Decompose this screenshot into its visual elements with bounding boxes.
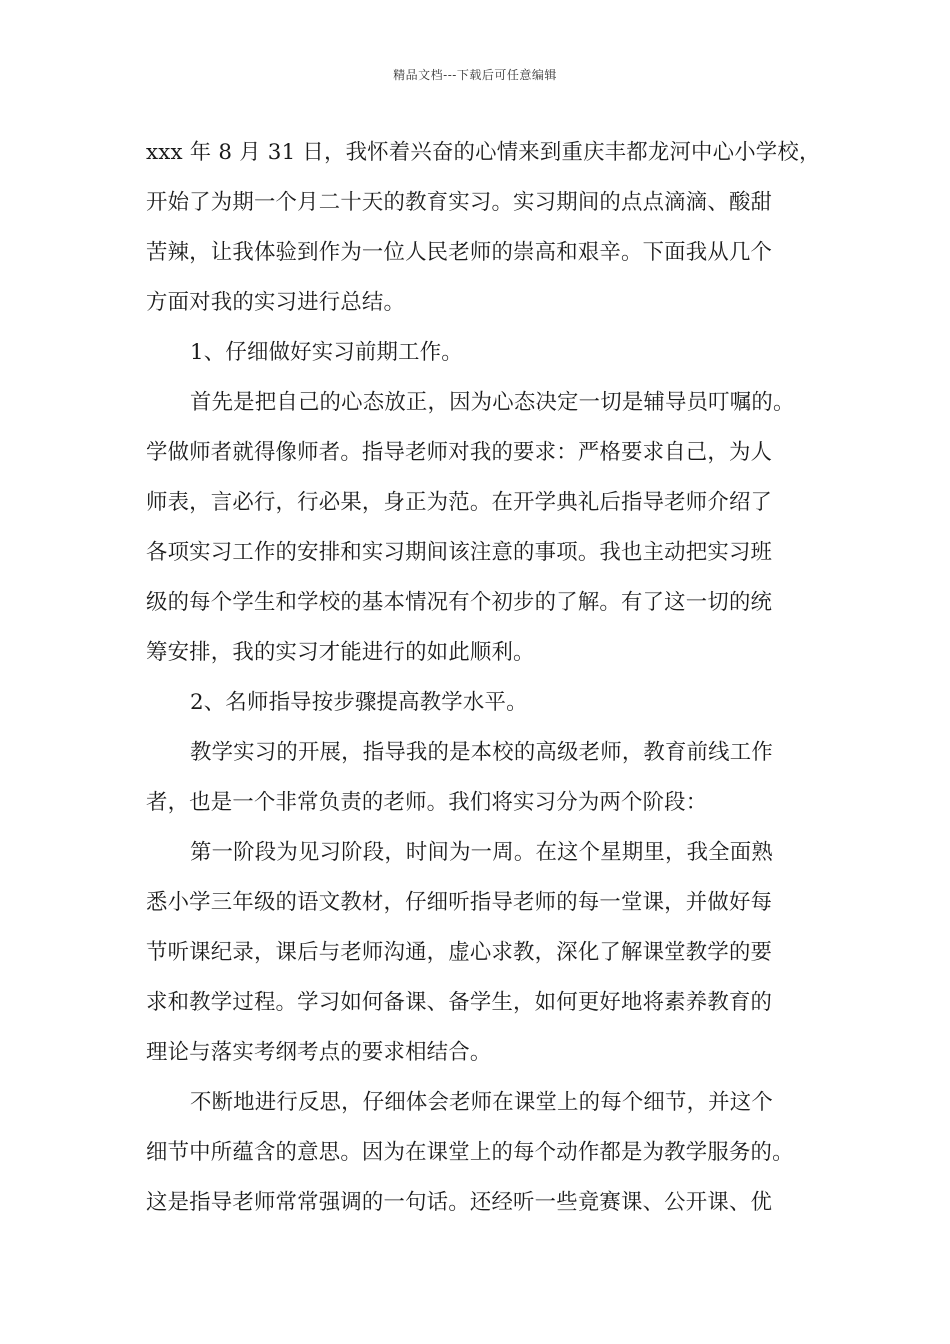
page-header: 精品文档---下载后可任意编辑 (393, 68, 557, 82)
text-line: 这是指导老师常常强调的一句话。还经听一些竟赛课、公开课、优 (146, 1190, 773, 1215)
text-line: 1、仔细做好实习前期工作。 (190, 340, 463, 365)
text-line: 不断地进行反思，仔细体会老师在课堂上的每个细节，并这个 (190, 1090, 773, 1115)
text-line: 者，也是一个非常负责的老师。我们将实习分为两个阶段： (146, 790, 708, 815)
text-line: 学做师者就得像师者。指导老师对我的要求：严格要求自己，为人 (146, 440, 773, 465)
text-line: 悉小学三年级的语文教材，仔细听指导老师的每一堂课，并做好每 (146, 890, 773, 915)
text-line: 级的每个学生和学校的基本情况有个初步的了解。有了这一切的统 (146, 590, 773, 615)
text-line: 教学实习的开展，指导我的是本校的高级老师，教育前线工作 (190, 740, 773, 765)
text-line: 2、名师指导按步骤提高教学水平。 (190, 690, 528, 715)
text-line: 各项实习工作的安排和实习期间该注意的事项。我也主动把实习班 (146, 540, 773, 565)
text-line: 师表，言必行，行必果，身正为范。在开学典礼后指导老师介绍了 (146, 490, 773, 515)
text-line: 第一阶段为见习阶段，时间为一周。在这个星期里，我全面熟 (190, 840, 773, 865)
text-line: 求和教学过程。学习如何备课、备学生，如何更好地将素养教育的 (146, 990, 773, 1015)
text-line: xxx 年 8 月 31 日，我怀着兴奋的心情来到重庆丰都龙河中心小学校， (146, 140, 821, 165)
text-line: 节听课纪录，课后与老师沟通，虚心求教，深化了解课堂教学的要 (146, 940, 773, 965)
text-line: 方面对我的实习进行总结。 (146, 290, 406, 315)
text-line: 理论与落实考纲考点的要求相结合。 (146, 1040, 492, 1065)
document-body (146, 128, 821, 1228)
text-line: 苦辣，让我体验到作为一位人民老师的崇高和艰辛。下面我从几个 (146, 240, 773, 265)
text-line: 首先是把自己的心态放正，因为心态决定一切是辅导员叮嘱的。 (190, 390, 795, 415)
text-line: 细节中所蕴含的意思。因为在课堂上的每个动作都是为教学服务的。 (146, 1140, 794, 1165)
text-line: 开始了为期一个月二十天的教育实习。实习期间的点点滴滴、酸甜 (146, 190, 773, 215)
text-line: 筹安排，我的实习才能进行的如此顺利。 (146, 640, 535, 665)
